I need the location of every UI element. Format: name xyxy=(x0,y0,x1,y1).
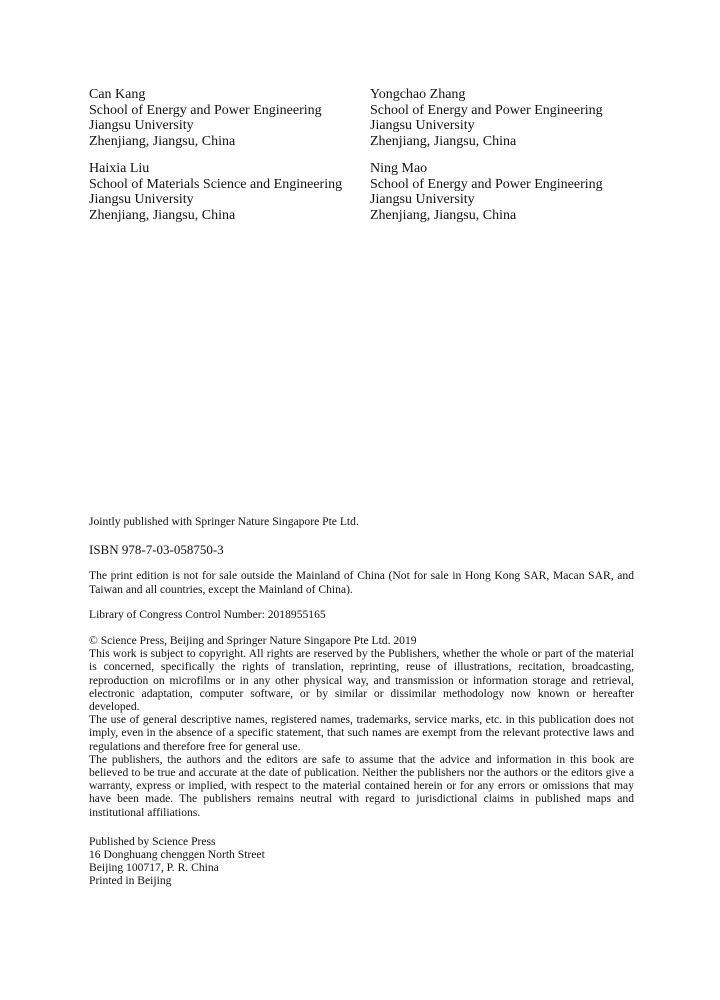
author-institution: Jiangsu University xyxy=(370,118,475,133)
author-location: Zhenjiang, Jiangsu, China xyxy=(370,207,517,223)
publisher-name: Published by Science Press xyxy=(89,834,216,848)
joint-publication-note: Jointly published with Springer Nature Singapore Pte Ltd. xyxy=(89,515,359,528)
author-block xyxy=(370,161,649,223)
author-name: Can Kang xyxy=(89,87,146,102)
names-use-paragraph: The use of general descriptive names, registered names, trademarks, service marks, etc. in this publication does not imply, even in the absence of a specific statement, that such names are exempt from the relevant protective laws and regulations and therefore free for general use. xyxy=(89,713,634,753)
publisher-city: Beijing 100717, P. R. China xyxy=(89,861,219,875)
publisher-address: 16 Donghuang chenggen North Street xyxy=(89,848,265,862)
isbn: ISBN 978-7-03-058750-3 xyxy=(89,542,224,558)
author-name: Yongchao Zhang xyxy=(370,87,466,102)
author-block xyxy=(89,161,370,223)
author-name: Haixia Liu xyxy=(89,161,150,176)
imprint-section xyxy=(89,515,634,888)
author-location: Zhenjiang, Jiangsu, China xyxy=(370,133,517,149)
author-affiliation: School of Materials Science and Engineering xyxy=(89,176,343,192)
lccn: Library of Congress Control Number: 2018955165 xyxy=(89,607,326,621)
author-institution: Jiangsu University xyxy=(89,192,194,207)
author-block xyxy=(89,87,370,149)
author-location: Zhenjiang, Jiangsu, China xyxy=(89,207,236,223)
author-name: Ning Mao xyxy=(370,161,428,176)
printing-location: Printed in Beijing xyxy=(89,874,172,888)
sale-notice: The print edition is not for sale outside the Mainland of China (Not for sale in Hong Kong SAR, Macan SAR, and Taiwan and all countries, except the Mainland of China). xyxy=(89,569,634,596)
author-institution: Jiangsu University xyxy=(89,118,194,133)
author-affiliation: School of Energy and Power Engineering xyxy=(89,102,322,118)
author-block xyxy=(370,87,649,149)
rights-paragraph: This work is subject to copyright. All rights are reserved by the Publishers, whether the whole or part of the material is concerned, specifically the rights of translation, reprinting, reuse of illustrations, recitation, broadcasting, reproduction on microfilms or in any other physical way, and transmission or information storage and retrieval, electronic adaptation, computer software, or by similar or dissimilar methodology now known or hereafter developed. xyxy=(89,647,634,714)
disclaimer-paragraph: The publishers, the authors and the editors are safe to assume that the advice and information in this book are believed to be true and accurate at the date of publication. Neither the publishers nor the authors or the editors give a warranty, express or implied, with respect to the material contained herein or for any errors or omissions that may have been made. The publishers remains neutral with regard to jurisdictional claims in published maps and institutional affiliations. xyxy=(89,752,634,819)
author-affiliation: School of Energy and Power Engineering xyxy=(370,102,603,118)
publisher-block xyxy=(89,835,634,888)
author-institution: Jiangsu University xyxy=(370,192,475,207)
copyright-line: © Science Press, Beijing and Springer Nature Singapore Pte Ltd. 2019 xyxy=(89,634,417,648)
author-location: Zhenjiang, Jiangsu, China xyxy=(89,133,236,149)
author-list xyxy=(89,87,649,223)
author-affiliation: School of Energy and Power Engineering xyxy=(370,176,603,192)
